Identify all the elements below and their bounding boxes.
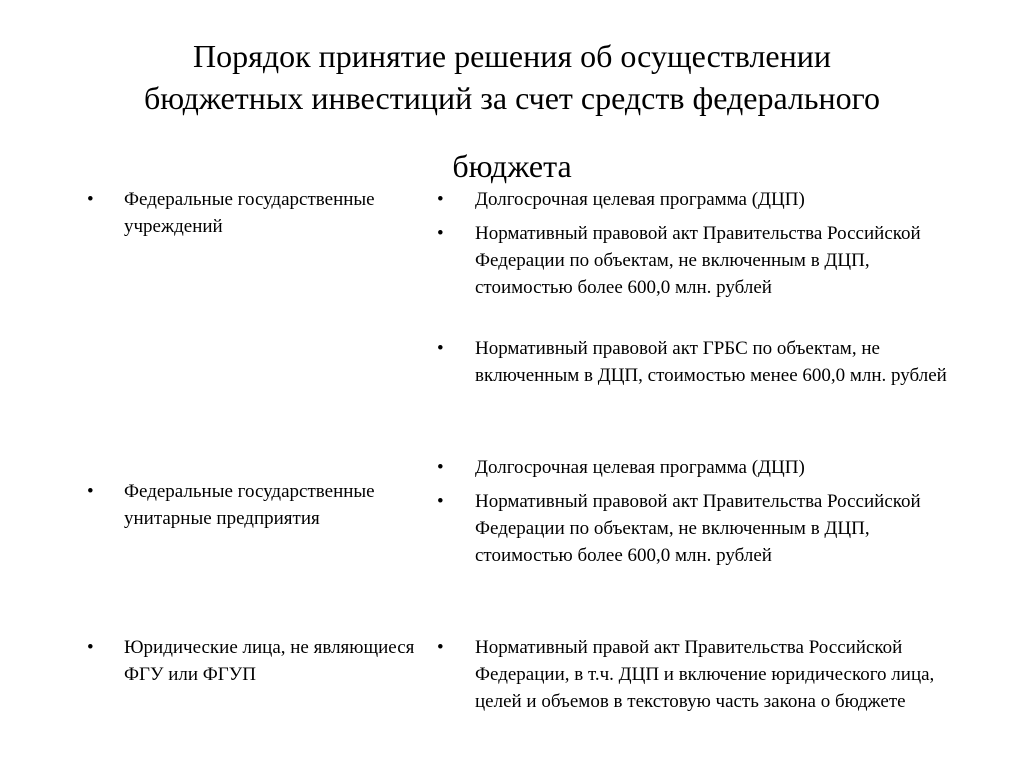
list-item-gov-act-1: • Нормативный правовой акт Правительства Российской Федерации по объектам, не включенным в ДЦП, стоимостью более 600,0 млн. рублей	[434, 220, 954, 301]
list-item-federal-institutions: • Федеральные государственные учреждений	[84, 186, 429, 240]
slide-title	[62, 35, 962, 187]
list-item-dcp-2: • Долгосрочная целевая программа (ДЦП)	[434, 454, 954, 481]
list-item-gov-act-2: • Нормативный правовой акт Правительства Российской Федерации по объектам, не включенным в ДЦП, стоимостью более 600,0 млн. рублей	[434, 488, 954, 569]
title-line-3: бюджета	[452, 148, 572, 184]
list-item-legal-entities: • Юридические лица, не являющиеся ФГУ или ФГУП	[84, 634, 429, 688]
list-item-dcp-1: • Долгосрочная целевая программа (ДЦП)	[434, 186, 954, 213]
list-item-grbs-act: • Нормативный правовой акт ГРБС по объектам, не включенным в ДЦП, стоимостью менее 600,0 млн. рублей	[434, 335, 954, 389]
list-item-unitary-enterprises: • Федеральные государственные унитарные предприятия	[84, 478, 429, 532]
title-line-1: Порядок принятие решения об осуществлении	[193, 38, 831, 74]
list-item-gov-act-3: • Нормативный правой акт Правительства Российской Федерации, в т.ч. ДЦП и включение юридического лица, целей и объемов в текстовую часть закона о бюджете	[434, 634, 954, 715]
title-line-2: бюджетных инвестиций за счет средств федерального	[144, 80, 880, 116]
